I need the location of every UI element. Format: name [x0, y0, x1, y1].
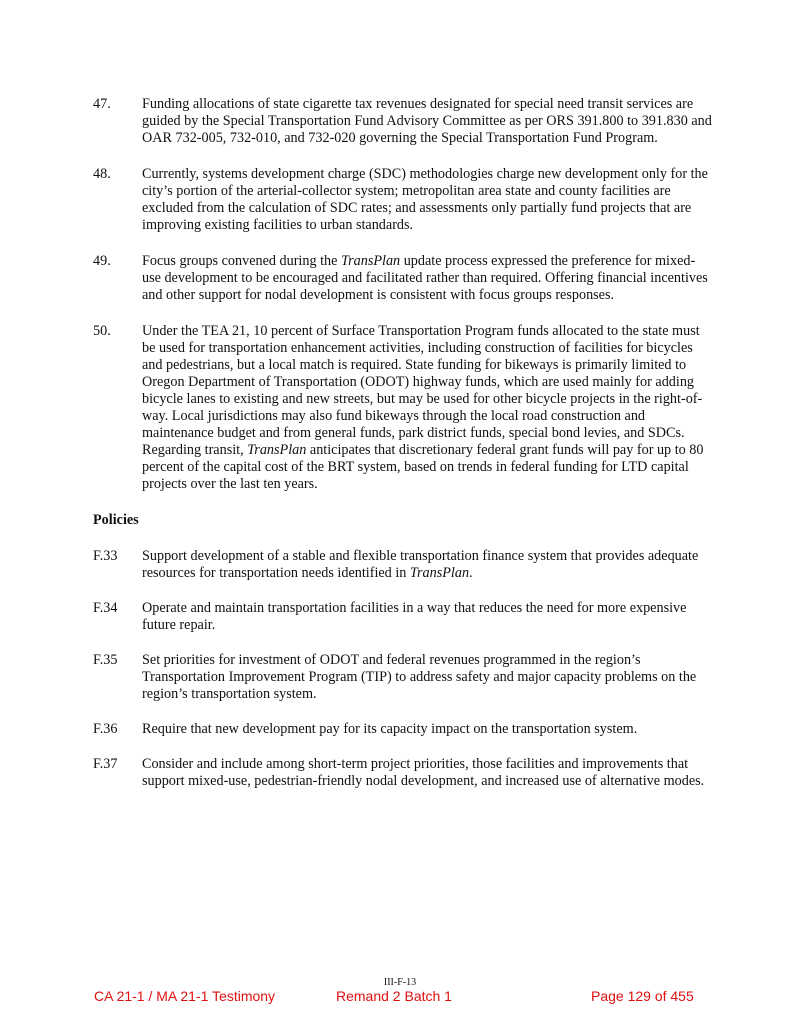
policy-number: F.34 — [93, 600, 118, 616]
policies-heading: Policies — [93, 512, 139, 528]
policy-f37 — [93, 756, 713, 790]
policy-number: F.36 — [93, 721, 118, 737]
finding-50 — [93, 323, 713, 493]
policy-text: Operate and maintain transportation facilities in a way that reduces the need for more expensive future repair. — [142, 600, 687, 633]
policy-text: Require that new development pay for its capacity impact on the transportation system. — [142, 721, 638, 737]
transplan-title: TransPlan — [409, 565, 470, 581]
policy-text-before: Support development of a stable and flexible transportation finance system that provides adequate resources for transportation needs identified in — [142, 548, 699, 581]
finding-text — [142, 323, 713, 493]
finding-text — [142, 253, 713, 304]
finding-text-after: update process expressed the preference for mixed-use development to be encouraged and facilitated rather than required. Offering financial incentives and other support for nodal development is consistent with focus groups responses. — [142, 253, 708, 303]
finding-text-before: Under the TEA 21, 10 percent of Surface Transportation Program funds allocated to the state must be used for transportation enhancement activities, including construction of facilities for bicycles and pedestrians, but a local match is required. State funding for bikeways is primarily limited to Oregon Department of Transportation (ODOT) highway funds, which are used mainly for adding bicycle lanes to existing and new streets, but may be used for other bicycle projects in the right-of-way. Local jurisdictions may also fund bikeways through the local road construction and maintenance budget and from general funds, park district funds, special bond levies, and SDCs. Regarding transit, — [142, 323, 703, 458]
finding-text: Funding allocations of state cigarette tax revenues designated for special need transit services are guided by the Special Transportation Fund Advisory Committee as per ORS 391.800 to 391.830 and OAR 732-005, 732-010, and 732-020 governing the Special Transportation Fund Program. — [142, 96, 712, 146]
finding-47 — [93, 96, 713, 147]
policy-text: Set priorities for investment of ODOT and federal revenues programmed in the region’s Transportation Improvement Program (TIP) to address safety and major capacity problems on the region’s transportation system. — [142, 652, 697, 702]
policy-number: F.37 — [93, 756, 118, 772]
footer-stamp — [0, 988, 800, 1008]
finding-number: 47. — [93, 96, 111, 112]
policy-f35 — [93, 652, 713, 703]
footer-batch-label: Remand 2 Batch 1 — [336, 988, 452, 1004]
policy-text: Consider and include among short-term project priorities, those facilities and improvements that support mixed-use, pedestrian-friendly nodal development, and increased use of alternative modes. — [142, 756, 705, 789]
page-number: III-F-13 — [383, 977, 417, 988]
findings-list — [93, 96, 713, 808]
finding-48 — [93, 166, 713, 234]
transplan-title: TransPlan — [247, 442, 307, 458]
transplan-title: TransPlan — [341, 253, 401, 269]
finding-text: Currently, systems development charge (SDC) methodologies charge new development only for the city’s portion of the arterial-collector system; metropolitan area state and county facilities are excluded from the calculation of SDC rates; and assessments only partially fund projects that are improving existing facilities to urban standards. — [142, 166, 708, 233]
finding-number: 50. — [93, 323, 111, 339]
footer-case-label: CA 21-1 / MA 21-1 Testimony — [94, 988, 276, 1004]
policy-f34 — [93, 600, 713, 634]
policy-f36 — [93, 721, 713, 738]
finding-text-before: Focus groups convened during the — [142, 253, 341, 269]
finding-number: 48. — [93, 166, 111, 182]
policy-number: F.33 — [93, 548, 118, 564]
finding-number: 49. — [93, 253, 111, 269]
finding-49 — [93, 253, 713, 304]
footer-page-label: Page 129 of 455 — [591, 988, 694, 1004]
policy-number: F.35 — [93, 652, 118, 668]
policy-text — [142, 548, 713, 582]
policy-text-after: . — [469, 565, 473, 581]
policy-f33 — [93, 548, 713, 582]
finding-text-after: anticipates that discretionary federal grant funds will pay for up to 80 percent of the capital cost of the BRT system, based on trends in federal funding for LTD capital projects over the last ten years. — [142, 442, 704, 492]
